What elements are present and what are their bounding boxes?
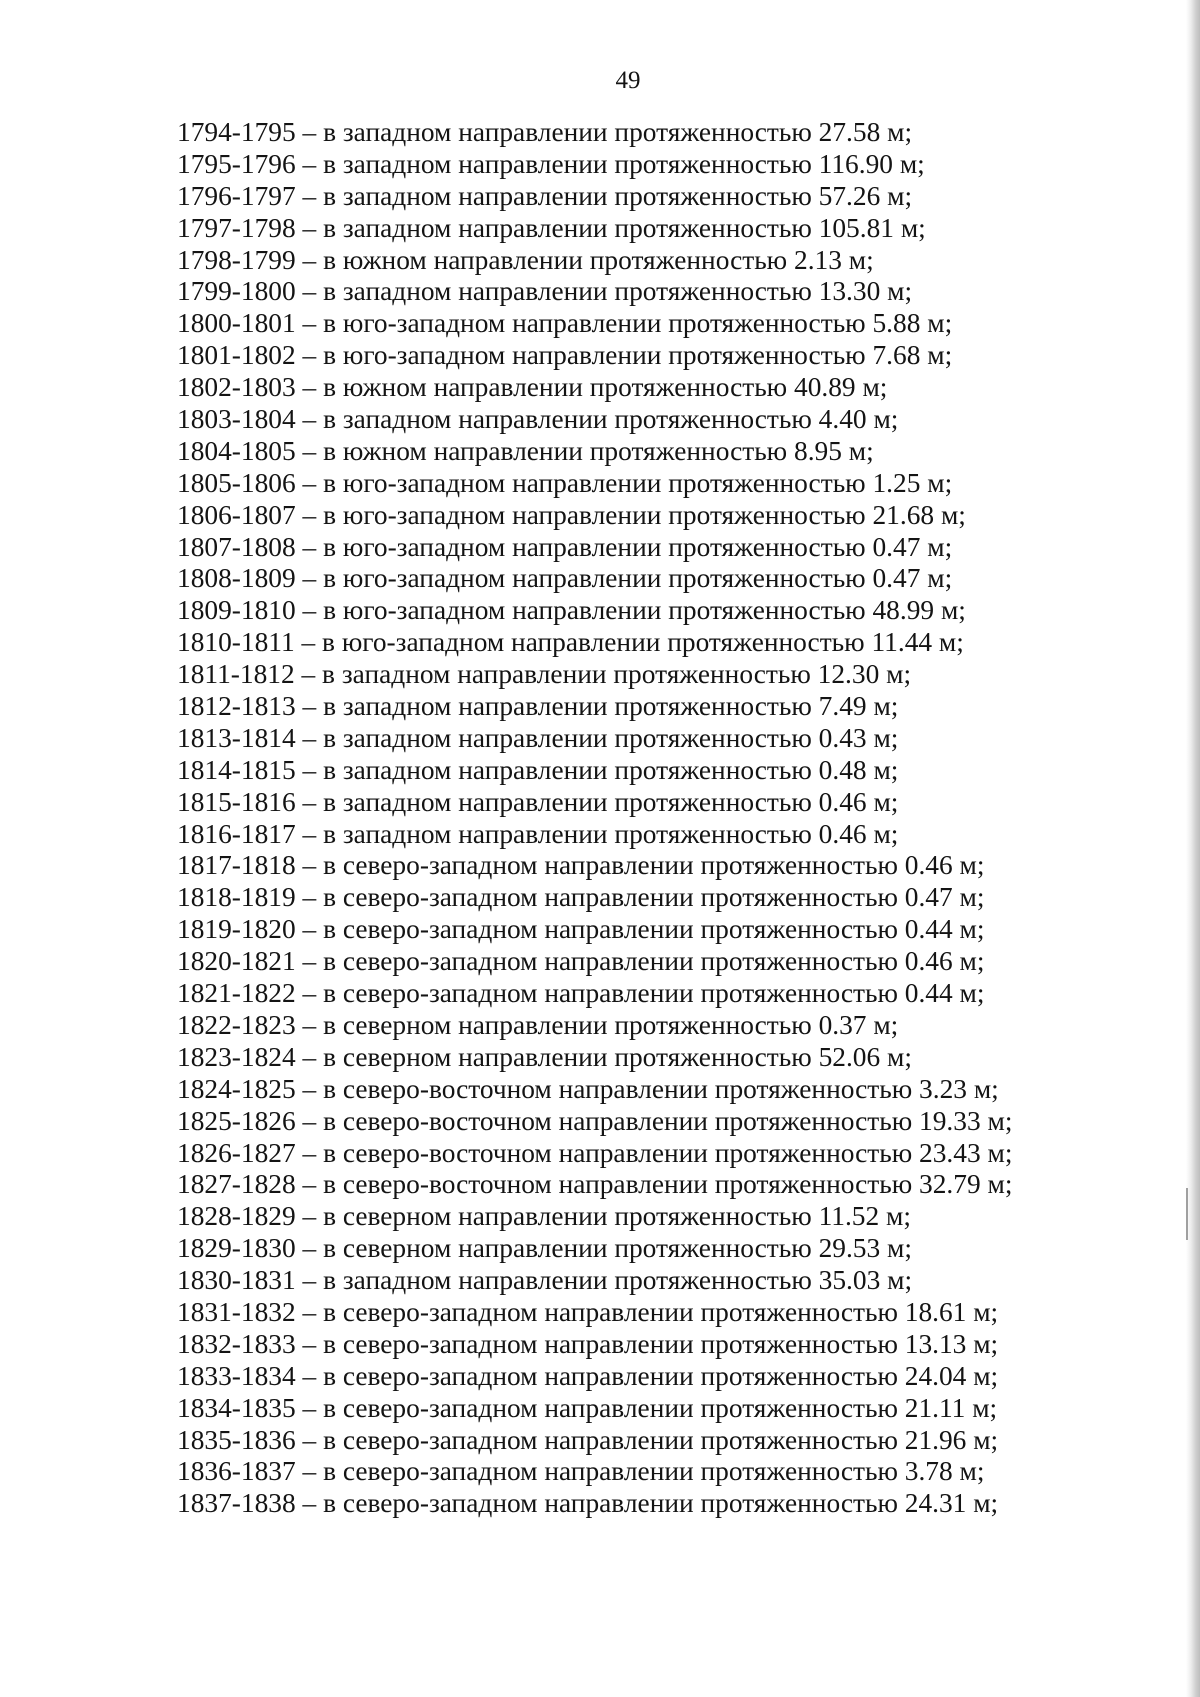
boundary-segment-line: 1836-1837 – в северо-западном направлении протяженностью 3.78 м; [177, 1456, 985, 1487]
boundary-segment-line: 1837-1838 – в северо-западном направлении протяженностью 24.31 м; [177, 1488, 999, 1519]
boundary-segment-line: 1833-1834 – в северо-западном направлении протяженностью 24.04 м; [177, 1360, 999, 1391]
boundary-segment-line: 1811-1812 – в западном направлении протяженностью 12.30 м; [177, 659, 912, 690]
boundary-segment-line: 1818-1819 – в северо-западном направлении протяженностью 0.47 м; [177, 882, 985, 913]
boundary-segment-line: 1800-1801 – в юго-западном направлении протяженностью 5.88 м; [177, 308, 953, 339]
boundary-segment-line: 1796-1797 – в западном направлении протяженностью 57.26 м; [177, 180, 913, 211]
boundary-segment-line: 1828-1829 – в северном направлении протяженностью 11.52 м; [177, 1201, 911, 1232]
boundary-segment-line: 1835-1836 – в северо-западном направлении протяженностью 21.96 м; [177, 1424, 999, 1455]
boundary-segment-line: 1794-1795 – в западном направлении протяженностью 27.58 м; [177, 117, 913, 147]
boundary-segment-line: 1806-1807 – в юго-западном направлении протяженностью 21.68 м; [177, 499, 966, 530]
boundary-segment-line: 1805-1806 – в юго-западном направлении протяженностью 1.25 м; [177, 467, 953, 498]
boundary-segment-line: 1813-1814 – в западном направлении протяженностью 0.43 м; [177, 722, 899, 753]
boundary-segment-line: 1795-1796 – в западном направлении протяженностью 116.90 м; [177, 148, 925, 179]
boundary-segment-line: 1812-1813 – в западном направлении протяженностью 7.49 м; [177, 691, 899, 722]
boundary-segment-line: 1820-1821 – в северо-западном направлении протяженностью 0.46 м; [177, 946, 985, 977]
boundary-segment-line: 1832-1833 – в северо-западном направлении протяженностью 13.13 м; [177, 1328, 999, 1359]
boundary-segment-line: 1819-1820 – в северо-западном направлении протяженностью 0.44 м; [177, 914, 985, 945]
boundary-segment-line: 1804-1805 – в южном направлении протяженностью 8.95 м; [177, 435, 874, 466]
boundary-segment-line: 1834-1835 – в северо-западном направлении протяженностью 21.11 м; [177, 1392, 998, 1423]
boundary-segment-line: 1831-1832 – в северо-западном направлении протяженностью 18.61 м; [177, 1296, 999, 1327]
boundary-segment-line: 1830-1831 – в западном направлении протяженностью 35.03 м; [177, 1265, 913, 1296]
boundary-segment-line: 1797-1798 – в западном направлении протяженностью 105.81 м; [177, 212, 926, 243]
boundary-segment-line: 1801-1802 – в юго-западном направлении протяженностью 7.68 м; [177, 340, 953, 371]
boundary-segment-line: 1822-1823 – в северном направлении протяженностью 0.37 м; [177, 1009, 899, 1040]
boundary-segment-line: 1824-1825 – в северо-восточном направлении протяженностью 3.23 м; [177, 1073, 999, 1104]
boundary-segment-line: 1814-1815 – в западном направлении протяженностью 0.48 м; [177, 754, 899, 785]
boundary-segment-line: 1803-1804 – в западном направлении протяженностью 4.40 м; [177, 404, 899, 435]
boundary-segment-line: 1808-1809 – в юго-западном направлении протяженностью 0.47 м; [177, 563, 953, 594]
boundary-segment-list [177, 117, 1077, 1520]
boundary-segment-line: 1829-1830 – в северном направлении протяженностью 29.53 м; [177, 1233, 912, 1264]
boundary-segment-line: 1823-1824 – в северном направлении протяженностью 52.06 м; [177, 1041, 912, 1072]
boundary-segment-line: 1798-1799 – в южном направлении протяженностью 2.13 м; [177, 244, 874, 275]
boundary-segment-line: 1809-1810 – в юго-западном направлении протяженностью 48.99 м; [177, 595, 966, 626]
boundary-segment-line: 1802-1803 – в южном направлении протяженностью 40.89 м; [177, 372, 888, 403]
page-number: 49 [615, 67, 641, 94]
scan-edge-mark [1186, 1188, 1188, 1240]
boundary-segment-line: 1821-1822 – в северо-западном направлении протяженностью 0.44 м; [177, 978, 985, 1009]
boundary-segment-line: 1799-1800 – в западном направлении протяженностью 13.30 м; [177, 276, 913, 307]
boundary-segment-line: 1815-1816 – в западном направлении протяженностью 0.46 м; [177, 786, 899, 817]
boundary-segment-line: 1827-1828 – в северо-восточном направлении протяженностью 32.79 м; [177, 1169, 1013, 1200]
boundary-segment-line: 1825-1826 – в северо-восточном направлении протяженностью 19.33 м; [177, 1105, 1013, 1136]
boundary-segment-line: 1817-1818 – в северо-западном направлении протяженностью 0.46 м; [177, 850, 985, 881]
scan-edge-shadow [1186, 0, 1200, 1697]
boundary-segment-line: 1816-1817 – в западном направлении протяженностью 0.46 м; [177, 818, 899, 849]
boundary-segment-line: 1826-1827 – в северо-восточном направлении протяженностью 23.43 м; [177, 1137, 1013, 1168]
boundary-segment-line: 1807-1808 – в юго-западном направлении протяженностью 0.47 м; [177, 531, 953, 562]
boundary-segment-line: 1810-1811 – в юго-западном направлении протяженностью 11.44 м; [177, 627, 964, 658]
